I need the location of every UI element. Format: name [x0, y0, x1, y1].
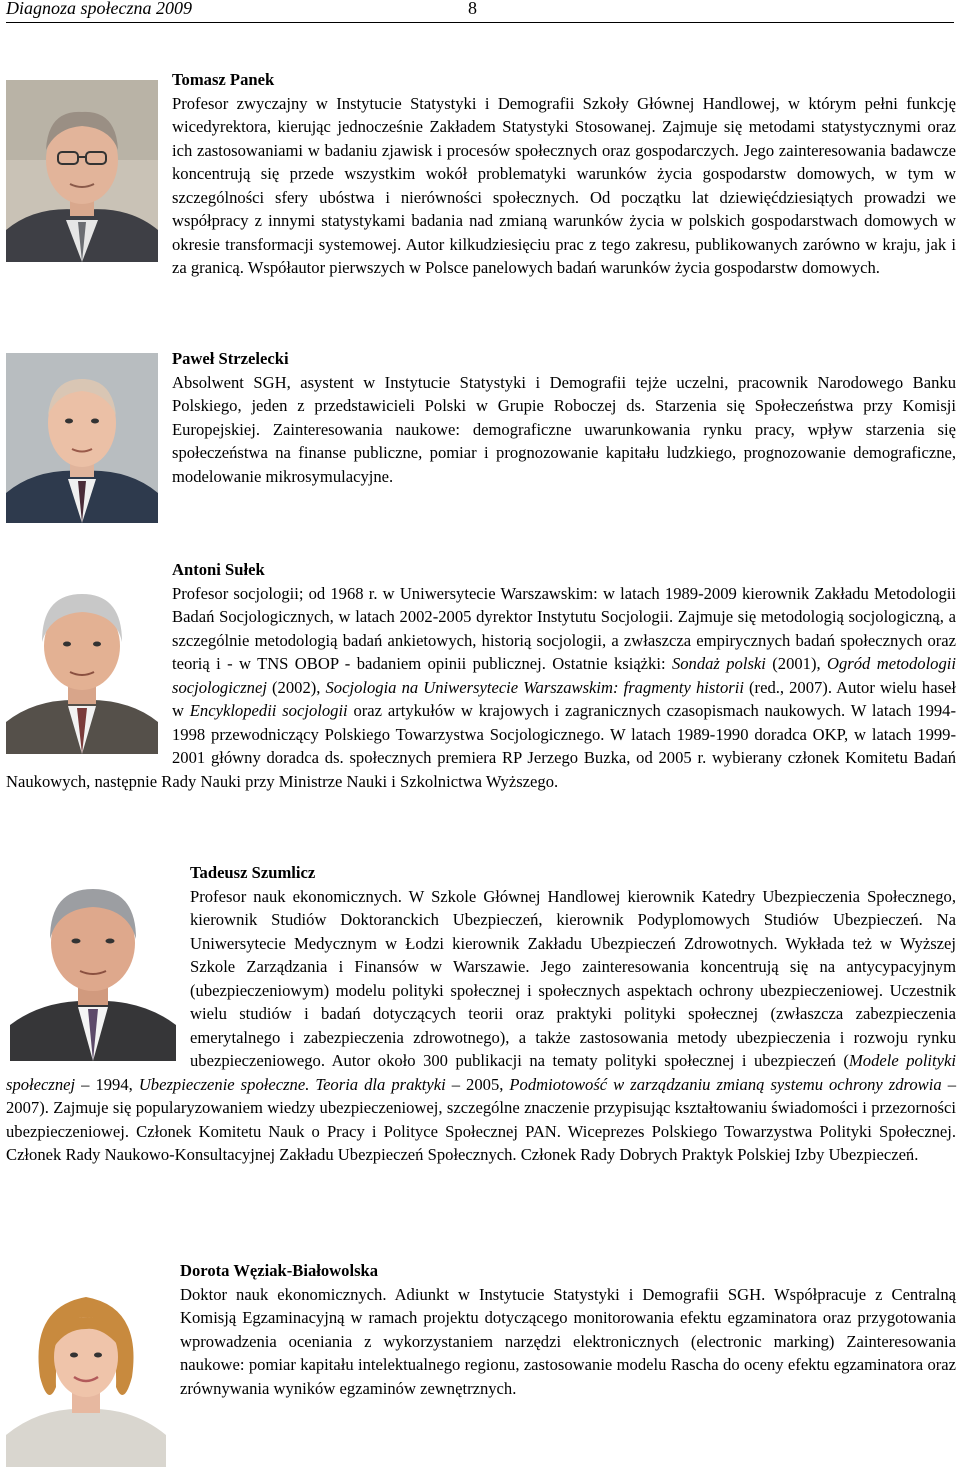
- person-name: Paweł Strzelecki: [172, 349, 289, 368]
- bio-text: Absolwent SGH, asystent w Instytucie Statystyki i Demografii tejże uczelni, pracownik Narodowego Banku Polskiego, jeden z przedstawicieli Polski w Grupie Roboczej ds. Starzenia się Społeczeństwa przy Komisji Europejskiej. Zainteresowania naukowe: demograficzne uwarunkowania rynku pracy, wpływ starzenia się społeczeństwa na finanse publiczne, pomiar i prognozowanie kapitału ludzkiego, prognozowanie demograficzne, modelowanie mikrosymulacyjne.: [172, 372, 956, 486]
- bio-text-part: – 2005,: [445, 1074, 510, 1094]
- portrait-photo: [6, 572, 158, 754]
- bio-text-part: (2002),: [266, 677, 326, 697]
- header-title: Diagnoza społeczna 2009: [6, 0, 192, 18]
- person-name: Tomasz Panek: [172, 70, 275, 89]
- bio-dorota-weziak-bialowolska: [6, 1259, 956, 1471]
- portrait-photo: [10, 865, 176, 1061]
- book-title: Sondaż polski: [671, 654, 766, 673]
- book-title: Ubezpieczenie społeczne. Teoria dla praktyki: [138, 1074, 446, 1094]
- bio-text-part: (red., 2007). Autor wielu haseł w: [172, 677, 956, 720]
- bio-text-part: Profesor nauk ekonomicznych. W Szkole Głównej Handlowej kierownik Katedry Ubezpieczenia Społecznego, kierownik Studiów Doktoranckich Ubezpieczeń, kierownik Podyplomowych Studiów Ubezpieczeń. Na Uniwersytecie Medycznym w Łodzi kierownik Zakładu Ubezpieczeń Zdrowotnych. Wykłada też w Wyższej Szkole Zarządzania i Finansów w Warszawie. Jego zainteresowania koncentrują się na antycypacyjnym (ubezpieczeniowym) modelu polityki społecznej i społecznych aspektach ochrony ubezpieczeniowej. Uczestnik wielu studiów i badań dotyczących teorii oraz praktyki polityki społecznej (zwłaszcza zabezpieczenia emerytalnego i zabezpieczenia zdrowotnego), a także zastosowania metody ubezpieczenia i rozwoju rynku ubezpieczeniowego. Autor około 300 publikacji na tematy polityki społecznej i ubezpieczeń (: [190, 886, 956, 1070]
- book-title: Podmiotowość w zarządzaniu zmianą systemu ochrony zdrowia: [509, 1074, 942, 1094]
- bio-tomasz-panek: [6, 68, 956, 280]
- book-title: Encyklopedii socjologii: [189, 701, 348, 720]
- bio-text: Profesor zwyczajny w Instytucie Statystyki i Demografii Szkoły Głównej Handlowej, w którym pełni funkcję wicedyrektora, kierując jednocześnie Zakładem Statystyki Stosowanej. Zajmuje się metodami statystycznymi oraz ich zastosowaniami w badaniu zjawisk i procesów społecznych oraz gospodarczych. Jego zainteresowania badawcze koncentrują się przede wszystkim wokół problematyki warunków życia gospodarstw domowych, w tym w szczególności sfery ubóstwa i nierówności społecznych. Od początku lat dziewięćdziesiątych prowadzi we współpracy z innymi statystykami badania nad zmianą warunków życia w polskich gospodarstwach domowych w okresie transformacji systemowej. Autor kilkudziesięciu prac z tego zakresu, publikowanych zarówno w kraju, jak i za granicą. Współautor pierwszych w Polsce panelowych badań warunków życia gospodarstw domowych.: [172, 93, 956, 277]
- bio-tadeusz-szumlicz: [6, 861, 956, 1167]
- portrait-photo: [6, 353, 158, 523]
- bio-pawel-strzelecki: [6, 347, 956, 527]
- book-title: Socjologia na Uniwersytecie Warszawskim: fragmenty historii: [325, 677, 744, 697]
- person-name: Tadeusz Szumlicz: [190, 863, 316, 882]
- bio-text-part: oraz artykułów w krajowych i zagranicznych czasopismach naukowych. W latach 1994-1998 przewodniczący Polskiego Towarzystwa Socjologicznego. W latach 1989-1990 doradca OKP, w latach 1999-2001 główny doradca ds. społecznych premiera RP Jerzego Buzka, od 2005 r. wybierany członek Komitetu Badań Naukowych, następnie Rady Nauki przy Ministrze Nauki i Szkolnictwa Wyższego.: [6, 701, 956, 791]
- portrait-photo: [6, 1267, 166, 1467]
- bio-text-part: Profesor socjologii; od 1968 r. w Uniwersytecie Warszawskim: w latach 1989-2009 kierownik Zakładu Metodologii Badań Socjologicznych, w latach 2002-2005 dyrektor Instytutu Socjologii. Zajmuje się metodologią socjologiczną, a szczególnie metodologią badań ankietowych, historią socjologii, a zwłaszcza empirycznych badań społecznych oraz teorią i - w TNS OBOP - badaniem opinii publicznej. Ostatnie książki:: [172, 583, 956, 673]
- running-header: [6, 0, 954, 23]
- bio-antoni-sulek: [6, 558, 956, 793]
- book-title: Modele polityki społecznej: [6, 1051, 956, 1094]
- book-title: Ogród metodologii socjologicznej: [172, 654, 956, 697]
- bio-text-part: (2001),: [765, 654, 828, 673]
- bio-text-part: – 2007). Zajmuje się popularyzowaniem wiedzy ubezpieczeniowej, szczególne znaczenie przypisując kształtowaniu świadomości i przezorności ubezpieczeniowej. Członek Komitetu Nauk o Pracy i Polityce Społecznej PAN. Wiceprezes Polskiego Towarzystwa Polityki Społecznej. Członek Rady Naukowo-Konsultacyjnej Zakładu Ubezpieczeń Społecznych. Członek Rady Dobrych Praktyk Polskiej Izby Ubezpieczeń.: [6, 1074, 956, 1164]
- person-name: Dorota Węziak-Białowolska: [180, 1261, 379, 1280]
- bio-text-part: – 1994,: [75, 1074, 139, 1094]
- person-name: Antoni Sułek: [172, 560, 265, 579]
- page-number: 8: [468, 0, 477, 18]
- bio-text: Doktor nauk ekonomicznych. Adiunkt w Instytucie Statystyki i Demografii SGH. Współpracuje z Centralną Komisją Egzaminacyjną w ramach projektu dotyczącego monitorowania efektu egzaminatora oraz przygotowania wprowadzenia oceniania z wykorzystaniem narzędzi elektronicznych (electronic marking) Zainteresowania naukowe: pomiar kapitału intelektualnego regionu, zastosowanie modelu Rascha do oceny efektu egzaminatora oraz zrównywania wyników egzaminów zewnętrznych.: [180, 1284, 956, 1398]
- portrait-photo: [6, 80, 158, 262]
